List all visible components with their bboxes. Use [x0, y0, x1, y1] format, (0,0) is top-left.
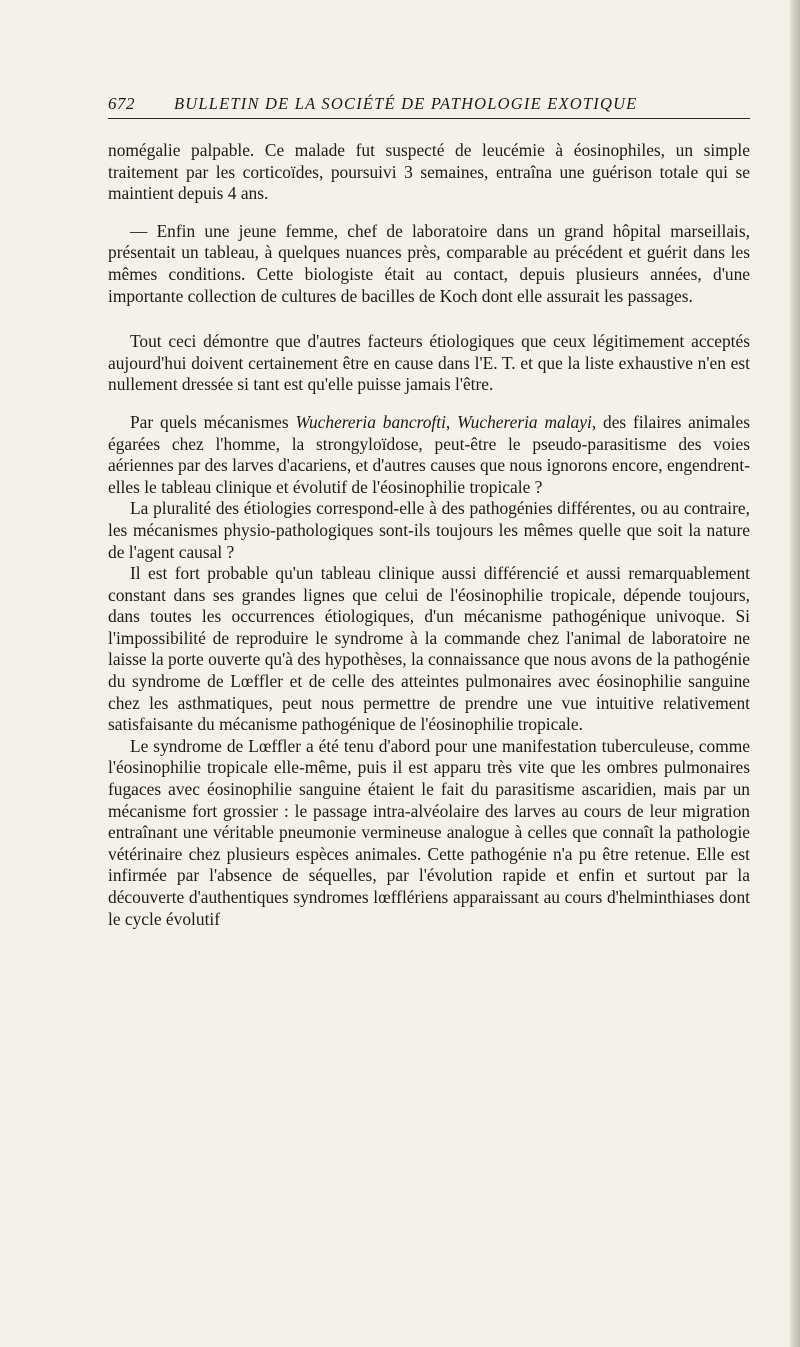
p4-text-after: , des filaires animales égarées chez l'homme, la strongyloïdose, peut-être le pseudo-parasitisme des voies aériennes par des larves d'acariens, et d'autres causes que nous ignorons encore, engendrent-elles le tableau clinique et évolutif de l'éosinophilie tropicale ?	[108, 411, 750, 497]
running-title: BULLETIN DE LA SOCIÉTÉ DE PATHOLOGIE EXOTIQUE	[174, 94, 638, 113]
p4-text-before: Par quels mécanismes	[130, 411, 296, 432]
paragraph-5: La pluralité des étiologies correspond-elle à des pathogénies différentes, ou au contraire, les mécanismes physio-pathologiques sont-ils toujours les mêmes quelle que soit la nature de l'agent causal ?	[108, 498, 750, 562]
page-header	[108, 92, 750, 119]
paragraph-1: nomégalie palpable. Ce malade fut suspecté de leucémie à éosinophiles, un simple traitement par les corticoïdes, poursuivi 3 semaines, entraîna une guérison totale qui se maintient depuis 4 ans.	[108, 140, 750, 204]
species-wuchereria-bancrofti: Wuchereria bancrofti	[295, 411, 446, 432]
paragraph-7: Le syndrome de Lœffler a été tenu d'abord pour une manifestation tuberculeuse, comme l'éosinophilie tropicale elle-même, puis il est apparu très vite que les ombres pulmonaires fugaces avec éosinophilie sanguine étaient le fait du parasitisme ascaridien, mais par un mécanisme fort grossier : le passage intra-alvéolaire des larves au cours de leur migration entraînant une véritable pneumonie vermineuse analogue à celles que connaît la pathologie vétérinaire chez plusieurs espèces animales. Cette pathogénie n'a pu être retenue. Elle est infirmée par l'absence de séquelles, par l'évolution rapide et enfin et surtout par la découverte d'authentiques syndromes lœfflériens apparaissant au cours d'helminthiases dont le cycle évolutif	[108, 735, 750, 929]
paragraph-4	[108, 412, 750, 498]
paragraph-6: Il est fort probable qu'un tableau clinique aussi différencié et aussi remarquablement constant dans ses grandes lignes que celui de l'éosinophilie tropicale, dépende toujours, dans toutes les occurrences étiologiques, d'un mécanisme pathogénique univoque. Si l'impossibilité de reproduire le syndrome à la commande chez l'animal de laboratoire ne laisse la porte ouverte qu'à des hypothèses, la connaissance que nous avons de la pathogénie du syndrome de Lœffler et de celle des atteintes pulmonaires avec éosinophilie sanguine chez les asthmatiques, peut nous permettre de prendre une vue intuitive relativement satisfaisante du mécanisme pathogénique de l'éosinophilie tropicale.	[108, 563, 750, 735]
page-edge-shadow	[790, 0, 800, 1347]
body-text	[108, 140, 750, 930]
paragraph-3: Tout ceci démontre que d'autres facteurs étiologiques que ceux légitimement acceptés aujourd'hui doivent certainement être en cause dans l'E. T. et que la liste exhaustive n'en est nullement dressée si tant est qu'elle puisse jamais l'être.	[108, 331, 750, 395]
species-wuchereria-malayi: Wuchereria malayi	[457, 411, 592, 432]
page-number: 672	[108, 94, 135, 113]
paragraph-2: — Enfin une jeune femme, chef de laboratoire dans un grand hôpital marseillais, présentait un tableau, à quelques nuances près, comparable au précédent et guérit dans les mêmes conditions. Cette biologiste était au contact, depuis plusieurs années, d'une importante collection de cultures de bacilles de Koch dont elle assurait les passages.	[108, 220, 750, 306]
p4-separator: ,	[445, 411, 458, 432]
